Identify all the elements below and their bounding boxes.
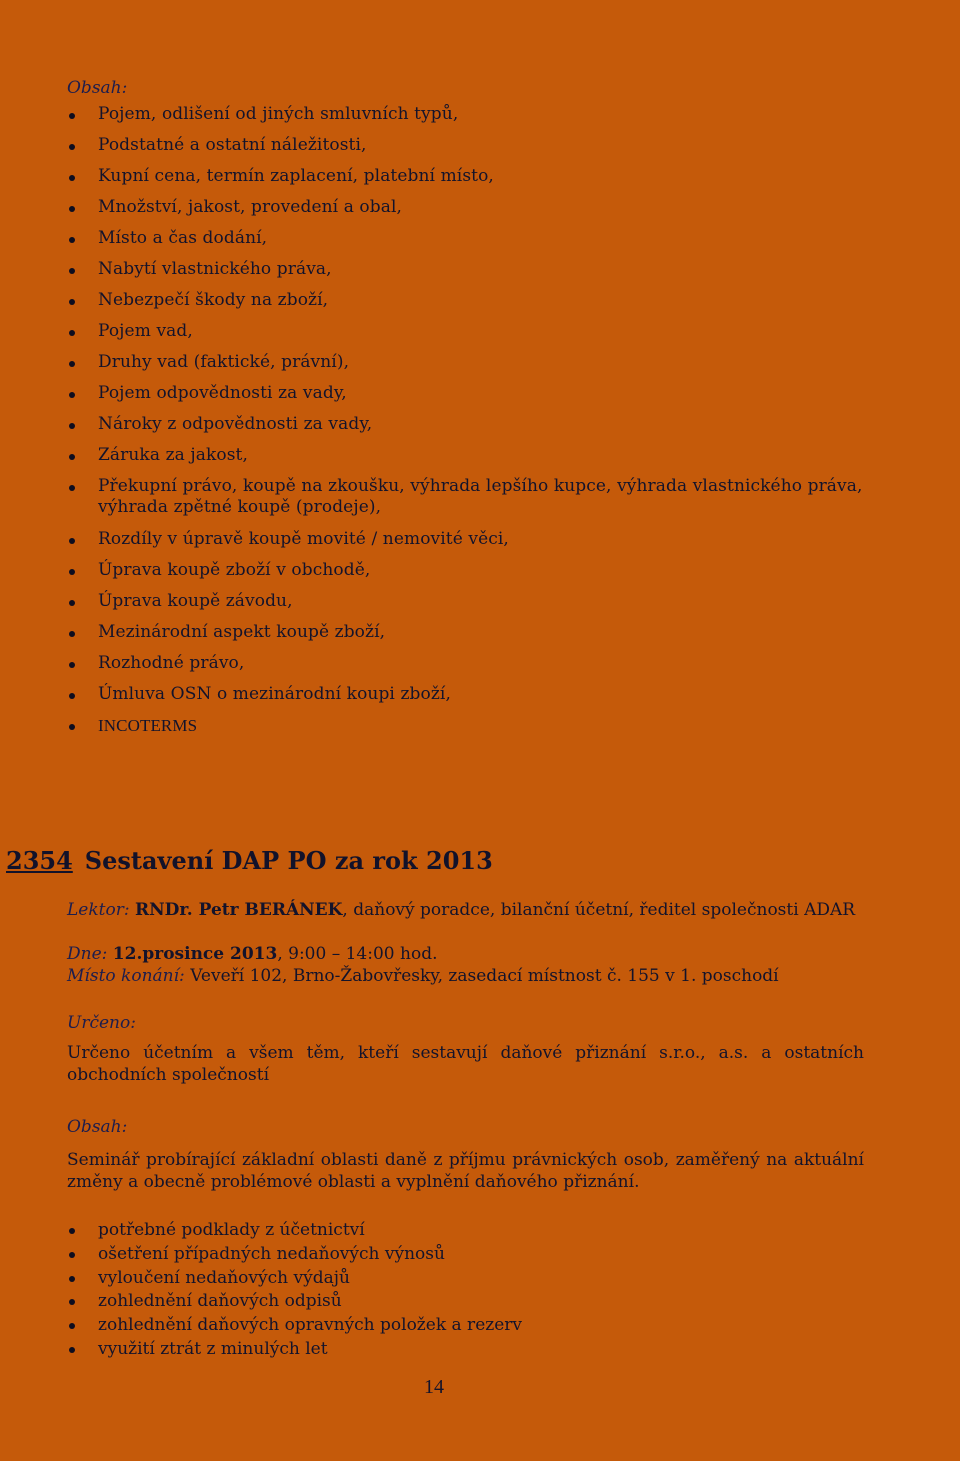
- list-item: vyloučení nedaňových výdajů: [67, 1267, 522, 1291]
- bullet-icon: [69, 454, 75, 460]
- list-item: Rozdíly v úpravě koupě movité / nemovité věci,: [67, 529, 887, 560]
- list-item: Pojem odpovědnosti za vady,: [67, 383, 887, 414]
- bullet-icon: [69, 485, 75, 491]
- venue-line: [67, 965, 867, 987]
- list-item: Překupní právo, koupě na zkoušku, výhrada lepšího kupce, výhrada vlastnického práva, výhrada zpětné koupě (prodeje),: [67, 476, 887, 529]
- bullet-icon: [69, 724, 75, 730]
- lektor-name: RNDr. Petr BERÁNEK: [134, 900, 343, 920]
- list-item: Množství, jakost, provedení a obal,: [67, 197, 887, 228]
- bullet-icon: [69, 662, 75, 668]
- urceno-text: Určeno účetním a všem těm, kteří sestavují daňové přiznání s.r.o., a.s. a ostatních obchodních společností: [67, 1043, 864, 1085]
- list-item: Pojem vad,: [67, 321, 887, 352]
- list-item: Rozhodné právo,: [67, 653, 887, 684]
- list-item: Záruka za jakost,: [67, 445, 887, 476]
- list-item: Mezinárodní aspekt koupě zboží,: [67, 622, 887, 653]
- urceno-label: Určeno:: [67, 1013, 136, 1033]
- list-item: Nebezpečí škody na zboží,: [67, 290, 887, 321]
- bullet-icon: [69, 299, 75, 305]
- bullet-icon: [69, 423, 75, 429]
- course-obsah-text: Seminář probírající základní oblasti daně z příjmu právnických osob, zaměřený na aktuální změny a obecně problémové oblasti a vyplnění daňového přiznání.: [67, 1150, 864, 1192]
- course-title: Sestavení DAP PO za rok 2013: [84, 846, 493, 875]
- list-item: INCOTERMS: [67, 715, 887, 746]
- course-topic-list: [67, 1219, 522, 1362]
- page-number: 14: [424, 1376, 444, 1398]
- bullet-icon: [69, 600, 75, 606]
- venue-label: Místo konání:: [67, 966, 185, 986]
- list-item: využití ztrát z minulých let: [67, 1338, 522, 1362]
- bullet-icon: [69, 1347, 75, 1353]
- list-item: potřebné podklady z účetnictví: [67, 1219, 522, 1243]
- bullet-icon: [69, 330, 75, 336]
- time-value: , 9:00 – 14:00 hod.: [277, 944, 438, 964]
- bullet-icon: [69, 237, 75, 243]
- list-item: Úprava koupě závodu,: [67, 591, 887, 622]
- section1-obsah-label: Obsah:: [67, 78, 128, 98]
- list-item: Úmluva OSN o mezinárodní koupi zboží,: [67, 684, 887, 715]
- lektor-label: Lektor:: [67, 900, 130, 920]
- bullet-icon: [69, 693, 75, 699]
- date-value: 12.prosince 2013: [112, 944, 278, 964]
- venue-value: Veveří 102, Brno-Žabovřesky, zasedací místnost č. 155 v 1. poschodí: [190, 966, 779, 986]
- date-label: Dne:: [67, 944, 108, 964]
- bullet-icon: [69, 113, 75, 119]
- bullet-icon: [69, 268, 75, 274]
- bullet-icon: [69, 361, 75, 367]
- bullet-icon: [69, 175, 75, 181]
- bullet-icon: [69, 144, 75, 150]
- bullet-icon: [69, 1228, 75, 1234]
- bullet-icon: [69, 1299, 75, 1305]
- lektor-desc: , daňový poradce, bilanční účetní, ředitel společnosti ADAR: [342, 900, 856, 920]
- bullet-icon: [69, 631, 75, 637]
- bullet-icon: [69, 392, 75, 398]
- list-item: Pojem, odlišení od jiných smluvních typů,: [67, 104, 887, 135]
- section1-topic-list: [67, 104, 887, 746]
- list-item: zohlednění daňových odpisů: [67, 1290, 522, 1314]
- list-item: Místo a čas dodání,: [67, 228, 887, 259]
- bullet-icon: [69, 1252, 75, 1258]
- bullet-icon: [69, 206, 75, 212]
- bullet-icon: [69, 1276, 75, 1282]
- bullet-icon: [69, 538, 75, 544]
- list-item: Kupní cena, termín zaplacení, platební místo,: [67, 166, 887, 197]
- course-code: 2354: [6, 846, 73, 875]
- list-item: Druhy vad (faktické, právní),: [67, 352, 887, 383]
- course-obsah-label: Obsah:: [67, 1117, 128, 1137]
- list-item: zohlednění daňových opravných položek a rezerv: [67, 1314, 522, 1338]
- course-heading: [6, 846, 493, 875]
- bullet-icon: [69, 1323, 75, 1329]
- list-item: ošetření případných nedaňových výnosů: [67, 1243, 522, 1267]
- date-line: [67, 943, 867, 965]
- lektor-line: [67, 899, 867, 921]
- list-item: Úprava koupě zboží v obchodě,: [67, 560, 887, 591]
- list-item: Nároky z odpovědnosti za vady,: [67, 414, 887, 445]
- list-item: Nabytí vlastnického práva,: [67, 259, 887, 290]
- list-item: Podstatné a ostatní náležitosti,: [67, 135, 887, 166]
- bullet-icon: [69, 569, 75, 575]
